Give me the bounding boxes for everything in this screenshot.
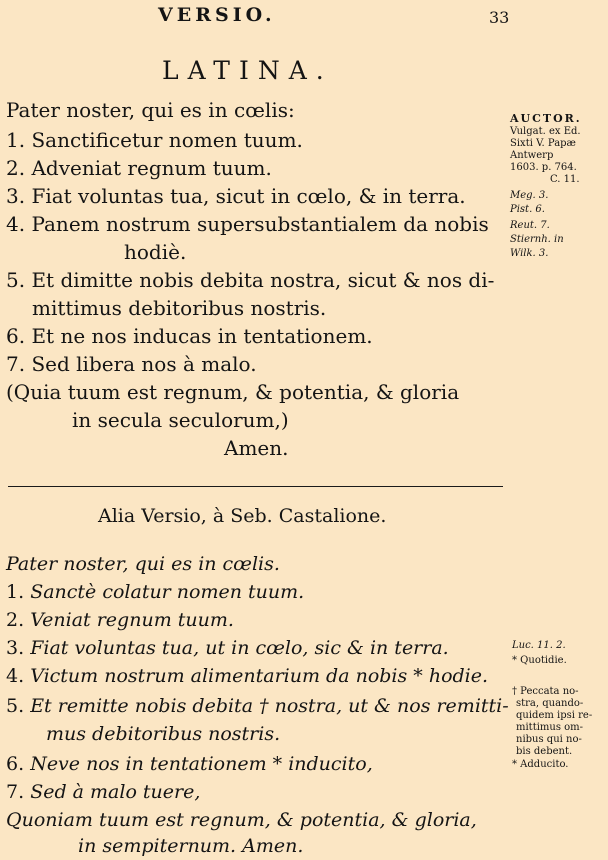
margin-note: Meg. 3. <box>510 190 549 201</box>
verse-4 <box>6 210 489 238</box>
verse-number: 3. <box>6 637 25 659</box>
verse-text: Et dimitte nobis debita nostra, sicut & nos di- <box>31 268 495 292</box>
verse-7 <box>6 350 257 378</box>
margin-note: † Peccata no- <box>512 686 579 697</box>
margin-heading-auctor: AUCTOR. <box>510 112 582 125</box>
verse-4-continuation: hodiè. <box>124 240 187 264</box>
verse-2 <box>6 154 272 182</box>
verse-text: Sed libera nos à malo. <box>31 352 257 376</box>
running-head: VERSIO. <box>158 4 276 26</box>
verse-number: 6. <box>6 324 26 348</box>
verse-number: 3. <box>6 184 26 208</box>
verse-number: 2. <box>6 609 25 631</box>
doxology-line-2: in secula seculorum,) <box>72 408 289 432</box>
verse-number: 4. <box>6 212 26 236</box>
margin-note: stra, quando- <box>516 698 584 709</box>
section-divider <box>8 486 503 487</box>
margin-note: C. 11. <box>550 174 580 185</box>
margin-note: Antwerp <box>510 150 554 161</box>
margin-note: Sixti V. Papæ <box>510 138 576 149</box>
margin-note: Stiernh. in <box>510 234 564 245</box>
verse-1 <box>6 126 303 154</box>
doxology-line-1: (Quia tuum est regnum, & potentia, & gloria <box>6 380 460 404</box>
margin-note: mittimus om- <box>516 722 584 733</box>
verse-5-continuation: mus debitoribus nostris. <box>46 723 281 745</box>
verse-text: Sed à malo tuere, <box>30 781 201 803</box>
verse-number: 1. <box>6 581 25 603</box>
verse-number: 7. <box>6 352 26 376</box>
verse-text: Fiat voluntas tua, ut in cœlo, sic & in terra. <box>30 637 449 659</box>
verse-number: 6. <box>6 753 25 775</box>
doxology-line-1: Quoniam tuum est regnum, & potentia, & gloria, <box>6 809 477 831</box>
verse-number: 5. <box>6 695 25 717</box>
verse-number: 2. <box>6 156 26 180</box>
verse-7 <box>6 778 200 806</box>
verse-text: Adveniat regnum tuum. <box>31 156 272 180</box>
verse-number: 1. <box>6 128 26 152</box>
verse-text: Et remitte nobis debita † nostra, ut & nos remitti- <box>30 695 509 717</box>
verse-number: 5. <box>6 268 26 292</box>
margin-note: Pist. 6. <box>510 204 545 215</box>
verse-text: Sanctè colatur nomen tuum. <box>30 581 305 603</box>
verse-4 <box>6 662 488 690</box>
invocation-2: Pater noster, qui es in cœlis. <box>6 553 280 575</box>
margin-note: Reut. 7. <box>510 220 550 231</box>
verse-text: Et ne nos inducas in tentationem. <box>31 324 373 348</box>
margin-note: Wilk. 3. <box>510 248 549 259</box>
margin-reference: Luc. 11. 2. <box>512 640 566 651</box>
margin-note: bis debent. <box>516 746 573 757</box>
verse-text: Victum nostrum alimentarium da nobis * hodie. <box>30 665 489 687</box>
verse-number: 4. <box>6 665 25 687</box>
margin-note: * Quotidie. <box>512 655 567 666</box>
doxology-line-2: in sempiternum. Amen. <box>78 835 304 857</box>
verse-5 <box>6 692 509 720</box>
margin-note: nibus qui no- <box>516 734 582 745</box>
margin-note: 1603. p. 764. <box>510 162 577 173</box>
verse-6 <box>6 322 373 350</box>
verse-3 <box>6 182 466 210</box>
verse-text: Fiat voluntas tua, sicut in cœlo, & in terra. <box>31 184 466 208</box>
verse-text: Veniat regnum tuum. <box>30 609 234 631</box>
amen: Amen. <box>224 436 289 460</box>
verse-5-continuation: mittimus debitoribus nostris. <box>32 296 327 320</box>
verse-text: Sanctificetur nomen tuum. <box>31 128 303 152</box>
verse-6 <box>6 750 373 778</box>
verse-text: Neve nos in tentationem * inducito, <box>30 753 373 775</box>
margin-note: quidem ipsi re- <box>516 710 593 721</box>
verse-text: Panem nostrum supersubstantialem da nobis <box>31 212 489 236</box>
verse-1 <box>6 578 304 606</box>
page-number: 33 <box>489 8 510 27</box>
verse-3 <box>6 634 449 662</box>
invocation: Pater noster, qui es in cœlis: <box>6 98 295 122</box>
margin-note: * Adducito. <box>512 759 569 770</box>
section-title-latina: LATINA. <box>162 56 333 85</box>
verse-number: 7. <box>6 781 25 803</box>
verse-5 <box>6 266 494 294</box>
margin-note: Vulgat. ex Ed. <box>510 126 581 137</box>
verse-2 <box>6 606 234 634</box>
section-title-castalio: Alia Versio, à Seb. Castalione. <box>98 505 387 527</box>
